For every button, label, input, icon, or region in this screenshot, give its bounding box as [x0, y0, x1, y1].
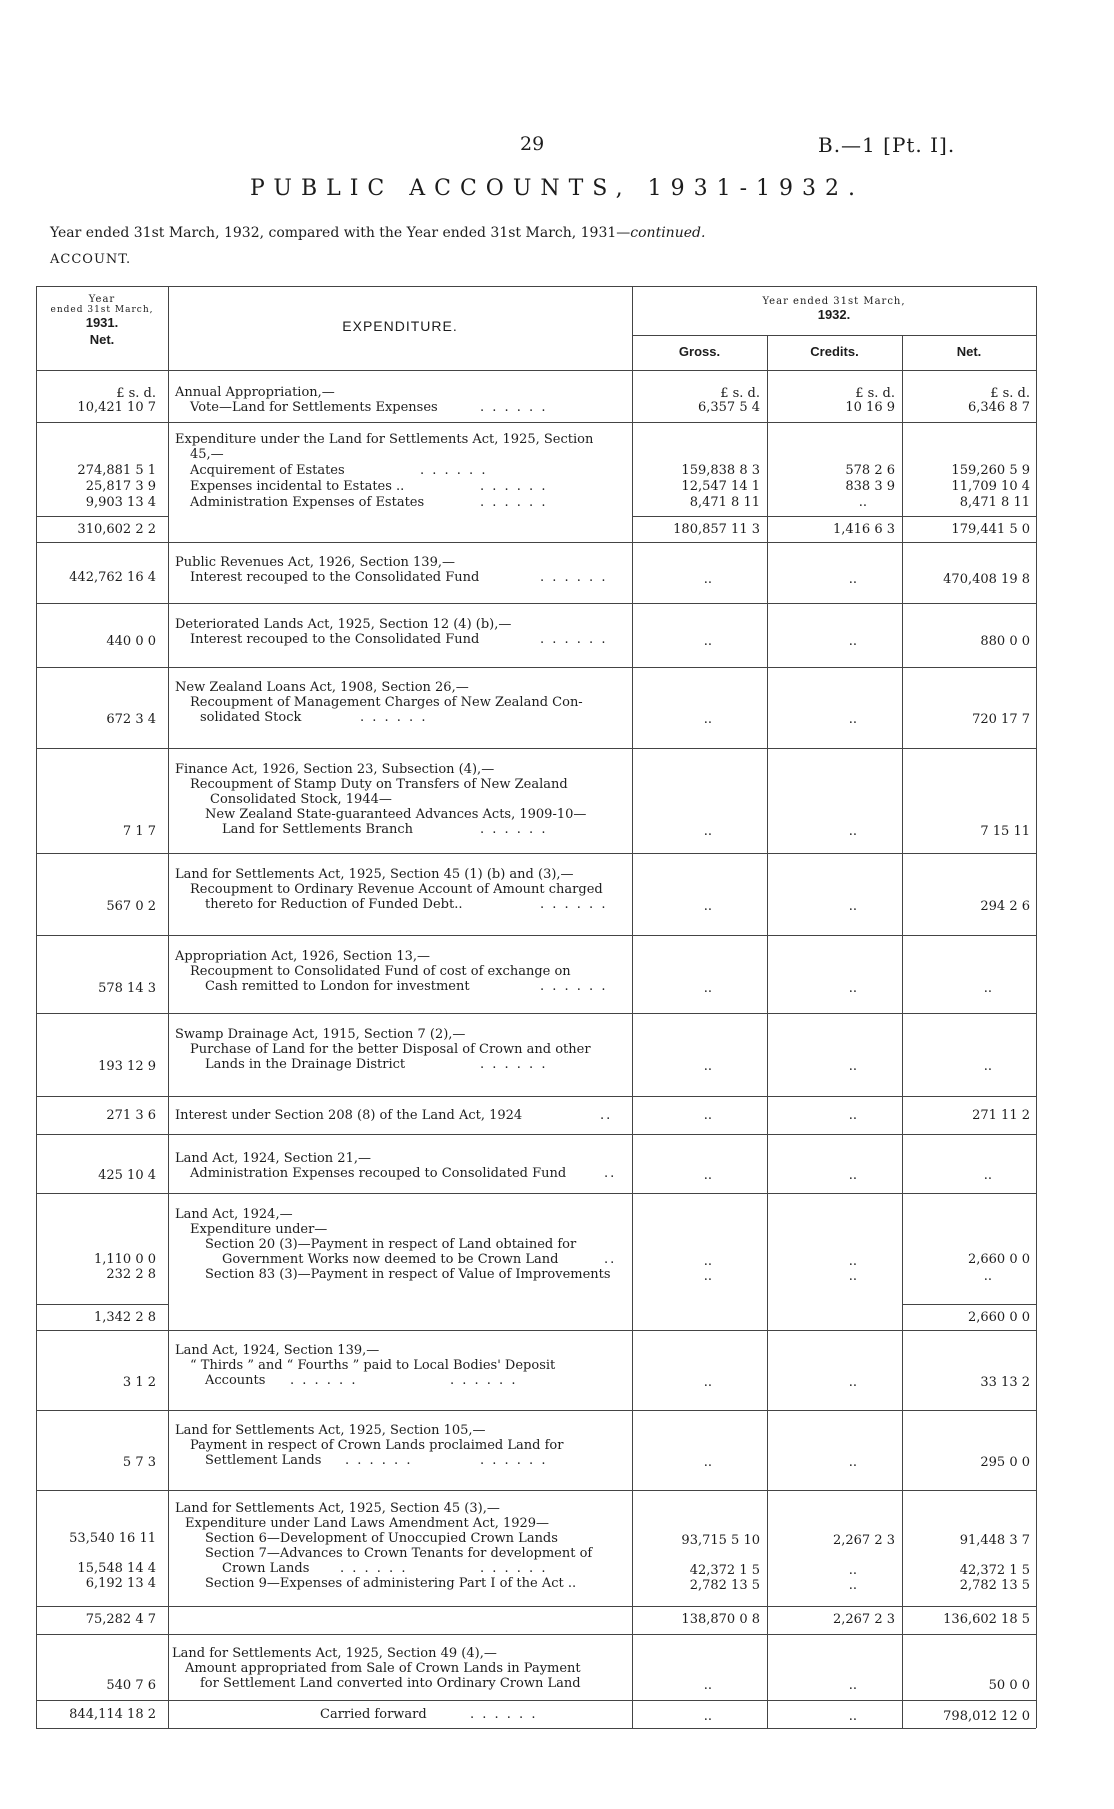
row-heading: Expenditure under the Land for Settlements Act, 1925, Section	[175, 432, 594, 447]
net-value: 50 0 0	[988, 1678, 1030, 1693]
table-border-top	[36, 286, 1036, 287]
row-separator	[36, 1134, 1036, 1135]
row-heading: Land Act, 1924, Section 21,—	[175, 1151, 371, 1166]
row-item: for Settlement Land converted into Ordinary Crown Land	[200, 1676, 581, 1691]
prev-year-header-net: Net.	[89, 332, 115, 347]
row-separator	[36, 1490, 1036, 1491]
net-value: 91,448 3 7	[959, 1533, 1030, 1548]
row-item: Administration Expenses of Estates	[190, 495, 425, 510]
net-value: 2,782 13 5	[959, 1578, 1030, 1593]
credits-subtotal: 1,416 6 3	[832, 522, 895, 537]
prev-net-value: 578 14 3	[98, 981, 156, 996]
column-divider-prev	[168, 286, 169, 1728]
net-value: 470,408 19 8	[943, 572, 1030, 587]
currency-unit-prev: £ s. d.	[116, 386, 156, 401]
net-value: ..	[983, 1059, 992, 1074]
row-heading: 45,—	[190, 447, 224, 462]
credits-subtotal: 2,267 2 3	[832, 1612, 895, 1627]
leader-dots: . . . . . .	[540, 979, 608, 994]
prev-net-value: 440 0 0	[106, 634, 156, 649]
prev-net-value: 15,548 14 4	[77, 1561, 156, 1576]
row-item: Section 6—Development of Unoccupied Crown Lands	[205, 1531, 558, 1546]
credits-value: ..	[848, 1563, 857, 1578]
gross-value: ..	[703, 899, 712, 914]
net-subtotal: 136,602 18 5	[943, 1612, 1030, 1627]
gross-value: ..	[703, 1059, 712, 1074]
row-item: Recoupment of Stamp Duty on Transfers of New Zealand	[190, 777, 568, 792]
leader-dots: . . . . . .	[540, 897, 608, 912]
credits-value: 10 16 9	[845, 400, 895, 415]
expenditure-header: EXPENDITURE.	[342, 318, 458, 334]
row-item: Section 9—Expenses of administering Part I of the Act ..	[205, 1576, 577, 1591]
row-item: Section 83 (3)—Payment in respect of Value of Improvements	[205, 1267, 611, 1282]
net-value: 720 17 7	[972, 712, 1030, 727]
gross-value: 2,782 13 5	[689, 1578, 760, 1593]
prev-net-value: 274,881 5 1	[77, 463, 156, 478]
row-heading: New Zealand Loans Act, 1908, Section 26,—	[175, 680, 469, 695]
gross-value: ..	[703, 1455, 712, 1470]
row-item: Recoupment to Consolidated Fund of cost of exchange on	[190, 964, 571, 979]
net-value: 880 0 0	[980, 634, 1030, 649]
credits-value: ..	[848, 712, 857, 727]
row-item: “ Thirds ” and “ Fourths ” paid to Local Bodies' Deposit	[190, 1358, 556, 1373]
row-heading: Land Act, 1924, Section 139,—	[175, 1343, 380, 1358]
prev-net-value: 672 3 4	[106, 712, 156, 727]
row-item: Acquirement of Estates	[190, 463, 345, 478]
leader-dots: . . . . . .	[480, 1561, 548, 1576]
current-year-header-year: 1932.	[817, 307, 851, 322]
prev-net-value: 5 7 3	[122, 1455, 156, 1470]
page-subtitle	[50, 225, 705, 241]
column-divider-credits	[902, 335, 903, 1728]
prev-net-subtotal: 1,342 2 8	[93, 1310, 156, 1325]
subtotal-rule	[632, 516, 1036, 517]
gross-subtotal: 138,870 0 8	[681, 1612, 760, 1627]
gross-value: ..	[703, 712, 712, 727]
net-value: 42,372 1 5	[959, 1563, 1030, 1578]
current-year-header-line: Year ended 31st March,	[762, 296, 906, 307]
leader-dots: . . . . . .	[480, 1057, 548, 1072]
row-separator	[36, 935, 1036, 936]
current-year-header	[632, 296, 1036, 322]
row-item: Consolidated Stock, 1944—	[210, 792, 392, 807]
credits-value: ..	[848, 1059, 857, 1074]
row-heading: Land for Settlements Act, 1925, Section 45 (3),—	[175, 1501, 500, 1516]
gross-value: 159,838 8 3	[681, 463, 760, 478]
leader-dots: . . . . . .	[540, 570, 608, 585]
net-value: 7 15 11	[980, 824, 1030, 839]
prev-net-value: 442,762 16 4	[69, 570, 156, 585]
subtitle-text: Year ended 31st March, 1932, compared with the Year ended 31st March, 1931—	[50, 225, 631, 241]
prev-net-value: 193 12 9	[98, 1059, 156, 1074]
prev-year-header	[36, 294, 168, 347]
row-item: Administration Expenses recouped to Consolidated Fund	[190, 1166, 567, 1181]
column-divider-gross	[767, 335, 768, 1728]
gross-value: 8,471 8 11	[689, 495, 760, 510]
row-separator	[36, 603, 1036, 604]
leader-dots: . . . . . .	[480, 1453, 548, 1468]
row-item: Recoupment of Management Charges of New Zealand Con-	[190, 695, 583, 710]
leader-dots: . . . . . .	[340, 1561, 408, 1576]
net-header: Net.	[956, 344, 982, 359]
gross-value: ..	[703, 1678, 712, 1693]
gross-value: ..	[703, 1108, 712, 1123]
prev-net-value: 3 1 2	[122, 1375, 156, 1390]
credits-value: ..	[848, 899, 857, 914]
gross-value: ..	[703, 1375, 712, 1390]
row-item: Expenditure under Land Laws Amendment Act, 1929—	[185, 1516, 550, 1531]
subtitle-continued: continued.	[630, 225, 706, 241]
page-title: PUBLIC ACCOUNTS, 1931-1932.	[250, 176, 864, 201]
row-heading: Swamp Drainage Act, 1915, Section 7 (2),—	[175, 1027, 466, 1042]
table-border-bottom	[36, 1728, 1036, 1729]
prev-year-header-year: 1931.	[85, 315, 119, 330]
net-value: 33 13 2	[980, 1375, 1030, 1390]
row-heading: Land for Settlements Act, 1925, Section 49 (4),—	[172, 1646, 497, 1661]
row-separator	[36, 542, 1036, 543]
leader-dots: ..	[604, 1166, 617, 1181]
subtotal-rule	[902, 1304, 1036, 1305]
row-heading: Deteriorated Lands Act, 1925, Section 12 (4) (b),—	[175, 617, 512, 632]
net-value: 11,709 10 4	[951, 479, 1030, 494]
leader-dots: . . . . . .	[480, 822, 548, 837]
prev-net-value: 540 7 6	[106, 1678, 156, 1693]
row-heading: Land Act, 1924,—	[175, 1207, 293, 1222]
credits-value: ..	[848, 634, 857, 649]
row-separator	[36, 1330, 1036, 1331]
prev-net-value: 10,421 10 7	[77, 400, 156, 415]
net-value: 6,346 8 7	[967, 400, 1030, 415]
currency-unit-net: £ s. d.	[990, 386, 1030, 401]
row-separator	[36, 1700, 1036, 1701]
row-item: Interest recouped to the Consolidated Fund	[190, 632, 480, 647]
leader-dots: . . . . . .	[420, 463, 488, 478]
credits-value: ..	[848, 572, 857, 587]
row-separator	[36, 1410, 1036, 1411]
leader-dots: ..	[600, 1108, 613, 1123]
prev-net-subtotal: 310,602 2 2	[77, 522, 156, 537]
row-item: Land for Settlements Branch	[222, 822, 414, 837]
credits-value: 2,267 2 3	[832, 1533, 895, 1548]
row-separator	[36, 667, 1036, 668]
gross-value: ..	[703, 1254, 712, 1269]
prev-net-subtotal: 75,282 4 7	[85, 1612, 156, 1627]
row-item: Section 7—Advances to Crown Tenants for development of	[205, 1546, 593, 1561]
credits-value: ..	[858, 495, 867, 510]
row-item: solidated Stock	[200, 710, 302, 725]
leader-dots: . . . . . .	[480, 495, 548, 510]
gross-value: 42,372 1 5	[689, 1563, 760, 1578]
row-item: New Zealand State-guaranteed Advances Acts, 1909-10—	[205, 807, 587, 822]
gross-value: 93,715 5 10	[681, 1533, 760, 1548]
subtotal-rule	[36, 1304, 168, 1305]
row-separator	[36, 748, 1036, 749]
row-item: Interest recouped to the Consolidated Fund	[190, 570, 480, 585]
credits-value: ..	[848, 1168, 857, 1183]
prev-year-header-line: ended 31st March,	[50, 305, 154, 315]
credits-value: ..	[848, 981, 857, 996]
row-item: Crown Lands	[222, 1561, 310, 1576]
leader-dots: ..	[604, 1252, 617, 1267]
gross-total: ..	[703, 1709, 712, 1724]
table-border-right	[1036, 286, 1037, 1728]
net-value: 2,660 0 0	[967, 1252, 1030, 1267]
row-item: Recoupment to Ordinary Revenue Account of Amount charged	[190, 882, 603, 897]
header-subdivider	[632, 335, 1036, 336]
row-heading: Public Revenues Act, 1926, Section 139,—	[175, 555, 455, 570]
currency-unit-credits: £ s. d.	[855, 386, 895, 401]
row-item: Expenses incidental to Estates ..	[190, 479, 405, 494]
document-reference: B.—1 [Pt. I].	[818, 133, 956, 157]
subtotal-rule	[36, 1606, 1036, 1607]
credits-value: ..	[848, 1269, 857, 1284]
row-heading: Land for Settlements Act, 1925, Section 45 (1) (b) and (3),—	[175, 867, 574, 882]
prev-net-value: 567 0 2	[106, 899, 156, 914]
net-value: 159,260 5 9	[951, 463, 1030, 478]
row-separator	[36, 853, 1036, 854]
row-item: thereto for Reduction of Funded Debt..	[205, 897, 463, 912]
row-heading: Appropriation Act, 1926, Section 13,—	[175, 949, 431, 964]
leader-dots: . . . . . .	[360, 710, 428, 725]
prev-net-value: 53,540 16 11	[69, 1531, 156, 1546]
row-item: Settlement Lands	[205, 1453, 322, 1468]
prev-net-value: 6,192 13 4	[85, 1576, 156, 1591]
row-separator	[36, 422, 1036, 423]
credits-value: ..	[848, 1455, 857, 1470]
row-item: Purchase of Land for the better Disposal of Crown and other	[190, 1042, 591, 1057]
credits-value: 578 2 6	[845, 463, 895, 478]
gross-value: 12,547 14 1	[681, 479, 760, 494]
prev-year-header-line: Year	[88, 294, 116, 305]
credits-total: ..	[848, 1709, 857, 1724]
row-separator	[36, 1193, 1036, 1194]
row-item: Vote—Land for Settlements Expenses	[190, 400, 438, 415]
row-heading: Annual Appropriation,—	[175, 385, 335, 400]
credits-value: ..	[848, 1578, 857, 1593]
row-separator	[36, 1634, 1036, 1635]
account-label: ACCOUNT.	[50, 252, 132, 267]
net-total: 798,012 12 0	[943, 1709, 1030, 1724]
prev-net-total: 844,114 18 2	[69, 1707, 156, 1722]
gross-header: Gross.	[678, 344, 721, 359]
row-item: Section 20 (3)—Payment in respect of Land obtained for	[205, 1237, 577, 1252]
row-item: Accounts	[205, 1373, 266, 1388]
gross-value: ..	[703, 1168, 712, 1183]
leader-dots: . . . . . .	[480, 400, 548, 415]
row-item: Payment in respect of Crown Lands proclaimed Land for	[190, 1438, 564, 1453]
gross-value: ..	[703, 981, 712, 996]
net-value: 294 2 6	[980, 899, 1030, 914]
prev-net-value: 9,903 13 4	[85, 495, 156, 510]
subtotal-rule	[36, 516, 168, 517]
net-value: ..	[983, 981, 992, 996]
prev-net-value: 232 2 8	[106, 1267, 156, 1282]
leader-dots: . . . . . .	[480, 479, 548, 494]
row-item: Expenditure under—	[190, 1222, 328, 1237]
prev-net-value: 271 3 6	[106, 1108, 156, 1123]
row-item: Amount appropriated from Sale of Crown Lands in Payment	[185, 1661, 581, 1676]
gross-value: ..	[703, 572, 712, 587]
leader-dots: . . . . . .	[540, 632, 608, 647]
leader-dots: . . . . . .	[345, 1453, 413, 1468]
row-heading: Interest under Section 208 (8) of the Land Act, 1924	[175, 1108, 523, 1123]
row-item: Government Works now deemed to be Crown Land	[222, 1252, 559, 1267]
row-separator	[36, 1096, 1036, 1097]
row-item: Lands in the Drainage District	[205, 1057, 406, 1072]
gross-value: 6,357 5 4	[697, 400, 760, 415]
gross-value: ..	[703, 634, 712, 649]
net-value: 271 11 2	[972, 1108, 1030, 1123]
credits-value: ..	[848, 1108, 857, 1123]
credits-value: ..	[848, 824, 857, 839]
credits-value: ..	[848, 1375, 857, 1390]
row-heading: Finance Act, 1926, Section 23, Subsection (4),—	[175, 762, 495, 777]
gross-value: ..	[703, 824, 712, 839]
net-value: 295 0 0	[980, 1455, 1030, 1470]
gross-value: ..	[703, 1269, 712, 1284]
gross-subtotal: 180,857 11 3	[673, 522, 760, 537]
prev-net-value: 7 1 7	[122, 824, 156, 839]
credits-value: ..	[848, 1254, 857, 1269]
net-value: ..	[983, 1168, 992, 1183]
prev-net-value: 1,110 0 0	[93, 1252, 156, 1267]
prev-net-value: 25,817 3 9	[85, 479, 156, 494]
row-item: Cash remitted to London for investment	[205, 979, 470, 994]
leader-dots: . . . . . .	[470, 1707, 538, 1722]
row-separator	[36, 1013, 1036, 1014]
credits-value: ..	[848, 1678, 857, 1693]
header-bottom-rule	[36, 370, 1036, 371]
net-value: ..	[983, 1269, 992, 1284]
currency-unit-gross: £ s. d.	[720, 386, 760, 401]
page-number: 29	[520, 133, 545, 155]
row-heading: Land for Settlements Act, 1925, Section 105,—	[175, 1423, 486, 1438]
net-subtotal: 179,441 5 0	[951, 522, 1030, 537]
carried-forward-label: Carried forward	[320, 1707, 427, 1722]
leader-dots: . . . . . .	[450, 1373, 518, 1388]
leader-dots: . . . . . .	[290, 1373, 358, 1388]
credits-value: 838 3 9	[845, 479, 895, 494]
net-subtotal: 2,660 0 0	[967, 1310, 1030, 1325]
credits-header: Credits.	[810, 344, 859, 359]
net-value: 8,471 8 11	[959, 495, 1030, 510]
prev-net-value: 425 10 4	[98, 1168, 156, 1183]
